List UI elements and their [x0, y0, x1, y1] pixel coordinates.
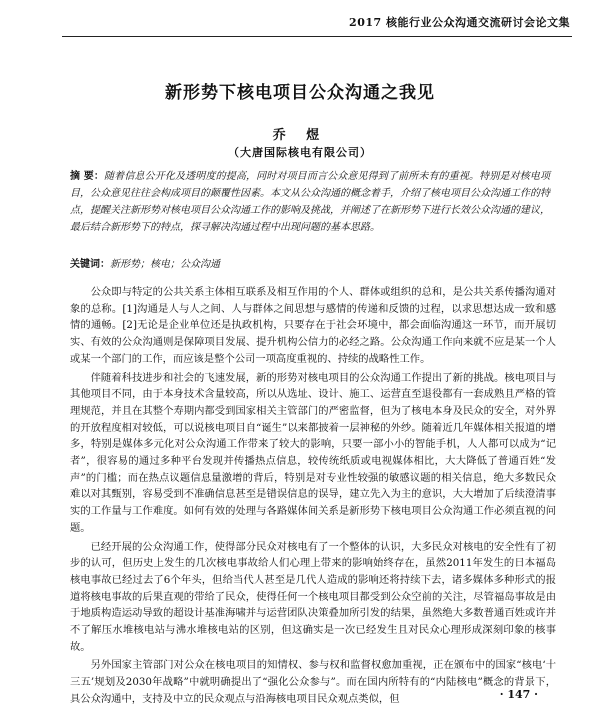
body-paragraph: 已经开展的公众沟通工作，使得部分民众对核电有了一个整体的认识，大多民众对核电的安全性有了初步的认可，但历史上发生的几次核电事故给人们心理上带来的影响始终存在，虽然2011年发生的日本福岛核电事故已经过去了6个年头，但给当代人甚至是几代人造成的影响还将持续下去，诸多媒体多种形式的报道将核电事故的后果直观的带给了民众，使得任何一个核电项目都受到公众空前的关注，尽管福岛事故是由于地质构造运动导致的超设计基准海啸并与运营团队决策叠加所引发的结果，虽然绝大多数普通百姓或许并不了解压水堆核电站与沸水堆核电站的区别，但这确实是一次已经发生且对民众心理形成深刻印象的核事故。: [70, 540, 556, 653]
keywords-text: 新形势；核电；公众沟通: [110, 259, 220, 270]
abstract-label: 摘 要：: [70, 171, 105, 182]
author-name: 乔 煜: [272, 128, 328, 143]
body-paragraph: 伴随着科技进步和社会的飞速发展，新的形势对核电项目的公众沟通工作提出了新的挑战。核电项目与其他项目不同，由于本身技术含量较高，所以从选址、设计、施工、运营直至退役都有一套成熟且严格的管理规范，并且在其整个寿期内都受到国家相关主管部门的严密监督，但为了核电本身及民众的安全，对外界的开放程度相对较低，可以说核电项目自“诞生”以来都披着一层神秘的外纱。随着近几年媒体相关报道的增多，特别是媒体多元化对公众沟通工作带来了较大的影响，只要一部小小的智能手机，人人都可以成为“记者”，很容易的通过多种平台发现并传播热点信息，较传统纸质或电视媒体相比，大大降低了普通百姓“发声”的门槛；而在热点议题信息量激增的背后，特别是对专业性较强的敏感议题的相关信息，绝大多数民众难以对其甄别，容易受到不准确信息甚至是错误信息的误导，建立先入为主的意识，大大增加了后续澄清事实的工作量与工作难度。如何有效的处理与各路媒体间关系是新形势下核电项目公众沟通工作必须直视的问题。: [70, 371, 556, 534]
paper-title: 新形势下核电项目公众沟通之我见: [165, 83, 435, 103]
body-paragraph: 公众即与特定的公共关系主体相互联系及相互作用的个人、群体或组织的总和，是公共关系传播沟通对象的总称。[1]沟通是人与人之间、人与群体之间思想与感情的传递和反馈的过程，以求思想达成一致和感情的通畅。[2]无论是企业单位还是执政机构，只要存在于社会环境中，都会面临沟通这一环节，而开展切实、有效的公众沟通则是保障项目发展、提升机构公信力的必经之路。公众沟通工作向来就不应是某一个人或某一个部门的工作，而应该是整个公司一项高度重视的、持续的战略性工作。: [70, 286, 556, 365]
body-paragraph: 另外国家主管部门对公众在核电项目的知情权、参与权和监督权愈加重视，正在颁布中的国家“核电‘十三五’规划及2030年战略”中就明确提出了“强化公众参与”。而在国内所特有的“内陆核电”概念的背景下，具公众沟通中，支持及中立的民众观点与沿海核电项目民众观点类似，但: [70, 659, 556, 705]
header-rule: [62, 36, 572, 37]
abstract-text: 随着信息公开化及透明度的提高，同时对项目而言公众意见得到了前所未有的重视。特别是对核电项目，公众意见往往会构成项目的颠覆性因素。本文从公众沟通的概念着手，介绍了核电项目公众沟通工作的特点，提醒关注新形势对核电项目公众沟通工作的影响及挑战，并阐述了在新形势下进行长效公众沟通的建议，最后结合新形势下的特点，探寻解决沟通过程中出现问题的基本思路。: [70, 171, 551, 233]
running-head: 2017 核能行业公众沟通交流研讨会论文集: [349, 16, 570, 29]
author-affiliation: （大唐国际核电有限公司）: [228, 146, 372, 159]
keywords: [70, 255, 550, 270]
keywords-label: 关键词：: [70, 259, 110, 270]
page-number: · 147 ·: [499, 688, 538, 701]
body-text: [70, 284, 556, 710]
abstract: [70, 168, 550, 236]
